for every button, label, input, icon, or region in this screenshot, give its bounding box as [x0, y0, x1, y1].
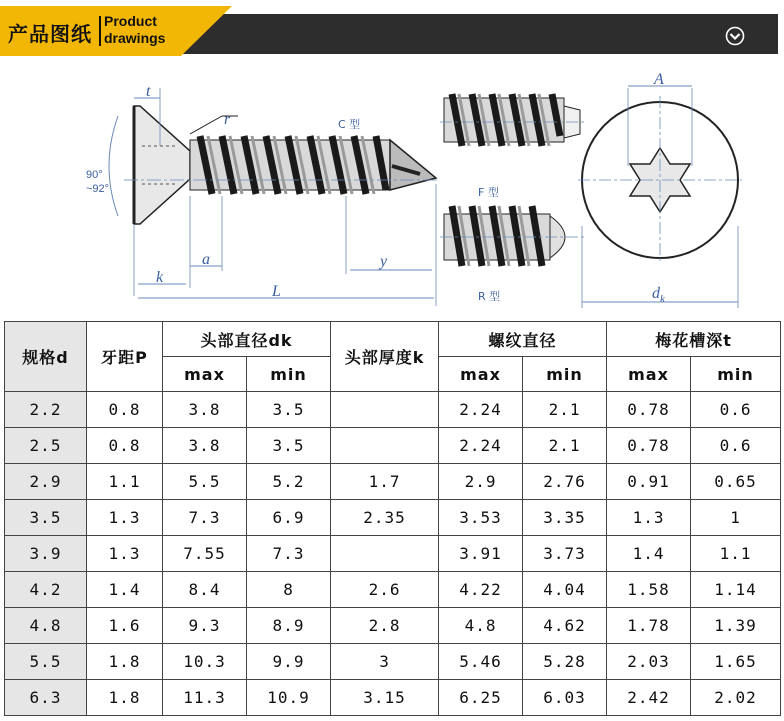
label-angle-92: ~92° — [86, 183, 110, 195]
value-cell: 4.62 — [523, 608, 607, 644]
value-cell: 6.25 — [439, 680, 523, 716]
spec-cell: 5.5 — [5, 644, 87, 680]
value-cell: 3.15 — [331, 680, 439, 716]
label-a: a — [202, 251, 210, 268]
spec-cell: 2.5 — [5, 428, 87, 464]
table-row — [5, 572, 781, 608]
header-min: min — [523, 357, 607, 392]
value-cell: 2.02 — [691, 680, 781, 716]
spec-cell: 3.5 — [5, 500, 87, 536]
value-cell: 7.55 — [163, 536, 247, 572]
value-cell: 1.3 — [87, 536, 163, 572]
table-row — [5, 392, 781, 428]
label-r: r — [224, 111, 231, 128]
value-cell: 9.9 — [247, 644, 331, 680]
header-pitch: 牙距P — [87, 322, 163, 392]
spec-cell: 3.9 — [5, 536, 87, 572]
f-type-tip-view — [440, 94, 584, 146]
value-cell: 0.8 — [87, 428, 163, 464]
value-cell: 1.4 — [607, 536, 691, 572]
value-cell: 0.78 — [607, 392, 691, 428]
value-cell: 4.8 — [439, 608, 523, 644]
table-row — [5, 680, 781, 716]
value-cell: 0.91 — [607, 464, 691, 500]
value-cell: 1.58 — [607, 572, 691, 608]
banner-dark-bar — [180, 14, 778, 54]
value-cell: 5.5 — [163, 464, 247, 500]
label-L: L — [272, 283, 281, 300]
header-head-dia: 头部直径dk — [163, 322, 331, 357]
value-cell: 3.35 — [523, 500, 607, 536]
value-cell: 2.6 — [331, 572, 439, 608]
value-cell: 0.8 — [87, 392, 163, 428]
label-A: A — [654, 71, 664, 88]
value-cell: 3.91 — [439, 536, 523, 572]
spec-cell: 6.3 — [5, 680, 87, 716]
label-dk: $d_k$ — [652, 285, 665, 305]
banner-separator — [99, 16, 101, 46]
table-row — [5, 608, 781, 644]
value-cell: 1.1 — [691, 536, 781, 572]
value-cell: 3.53 — [439, 500, 523, 536]
spec-cell: 2.2 — [5, 392, 87, 428]
value-cell — [331, 536, 439, 572]
value-cell: 2.8 — [331, 608, 439, 644]
spec-table-body — [5, 392, 781, 716]
value-cell: 3.5 — [247, 392, 331, 428]
value-cell: 1.3 — [607, 500, 691, 536]
value-cell: 3.5 — [247, 428, 331, 464]
value-cell: 1.78 — [607, 608, 691, 644]
header-max: max — [607, 357, 691, 392]
value-cell: 1.8 — [87, 644, 163, 680]
value-cell: 1.65 — [691, 644, 781, 680]
value-cell: 8.9 — [247, 608, 331, 644]
header-min: min — [691, 357, 781, 392]
value-cell: 1.3 — [87, 500, 163, 536]
spec-cell: 4.2 — [5, 572, 87, 608]
header-thread-dia: 螺纹直径 — [439, 322, 607, 357]
r-type-tip-view — [440, 206, 584, 266]
value-cell: 8 — [247, 572, 331, 608]
value-cell: 10.3 — [163, 644, 247, 680]
label-t: t — [146, 83, 151, 100]
head-top-view — [578, 86, 742, 308]
value-cell — [331, 428, 439, 464]
table-row — [5, 500, 781, 536]
value-cell: 11.3 — [163, 680, 247, 716]
value-cell: 3.73 — [523, 536, 607, 572]
table-row — [5, 464, 781, 500]
value-cell: 3.8 — [163, 428, 247, 464]
header-torx-depth: 梅花槽深t — [607, 322, 781, 357]
value-cell: 1.39 — [691, 608, 781, 644]
label-type-f: F 型 — [478, 186, 499, 199]
value-cell: 1.7 — [331, 464, 439, 500]
value-cell: 2.24 — [439, 392, 523, 428]
value-cell: 5.28 — [523, 644, 607, 680]
value-cell: 2.35 — [331, 500, 439, 536]
value-cell: 1.4 — [87, 572, 163, 608]
value-cell: 1.6 — [87, 608, 163, 644]
banner-title-en — [104, 13, 165, 47]
label-k: k — [156, 269, 164, 286]
value-cell: 3 — [331, 644, 439, 680]
value-cell: 2.1 — [523, 428, 607, 464]
label-type-c: C 型 — [338, 118, 361, 131]
value-cell: 1.14 — [691, 572, 781, 608]
label-type-r: R 型 — [478, 290, 501, 303]
header-spec: 规格d — [5, 322, 87, 392]
value-cell: 2.9 — [439, 464, 523, 500]
spec-table — [4, 321, 781, 716]
value-cell: 0.6 — [691, 428, 781, 464]
header-max: max — [439, 357, 523, 392]
label-angle-90: 90° — [86, 169, 103, 181]
header-head-thick: 头部厚度k — [331, 322, 439, 392]
value-cell — [331, 392, 439, 428]
value-cell: 2.1 — [523, 392, 607, 428]
value-cell: 6.9 — [247, 500, 331, 536]
banner-title-cn: 产品图纸 — [8, 22, 92, 46]
value-cell: 0.65 — [691, 464, 781, 500]
table-row — [5, 644, 781, 680]
value-cell: 4.04 — [523, 572, 607, 608]
value-cell: 3.8 — [163, 392, 247, 428]
banner-title-en-line2: drawings — [104, 30, 166, 46]
table-row — [5, 428, 781, 464]
screw-technical-drawing — [0, 66, 784, 316]
value-cell: 1 — [691, 500, 781, 536]
value-cell: 0.6 — [691, 392, 781, 428]
value-cell: 1.8 — [87, 680, 163, 716]
value-cell: 2.24 — [439, 428, 523, 464]
value-cell: 7.3 — [247, 536, 331, 572]
value-cell: 9.3 — [163, 608, 247, 644]
spec-cell: 2.9 — [5, 464, 87, 500]
header-max: max — [163, 357, 247, 392]
chevron-down-circle-icon[interactable] — [725, 26, 745, 46]
spec-cell: 4.8 — [5, 608, 87, 644]
value-cell: 5.2 — [247, 464, 331, 500]
value-cell: 4.22 — [439, 572, 523, 608]
header-banner — [0, 0, 784, 62]
value-cell: 5.46 — [439, 644, 523, 680]
value-cell: 1.1 — [87, 464, 163, 500]
value-cell: 2.03 — [607, 644, 691, 680]
banner-title-en-line1: Product — [104, 13, 157, 29]
value-cell: 8.4 — [163, 572, 247, 608]
label-y: y — [380, 253, 388, 270]
value-cell: 6.03 — [523, 680, 607, 716]
value-cell: 2.42 — [607, 680, 691, 716]
value-cell: 0.78 — [607, 428, 691, 464]
value-cell: 7.3 — [163, 500, 247, 536]
value-cell: 2.76 — [523, 464, 607, 500]
table-row — [5, 536, 781, 572]
value-cell: 10.9 — [247, 680, 331, 716]
header-min: min — [247, 357, 331, 392]
